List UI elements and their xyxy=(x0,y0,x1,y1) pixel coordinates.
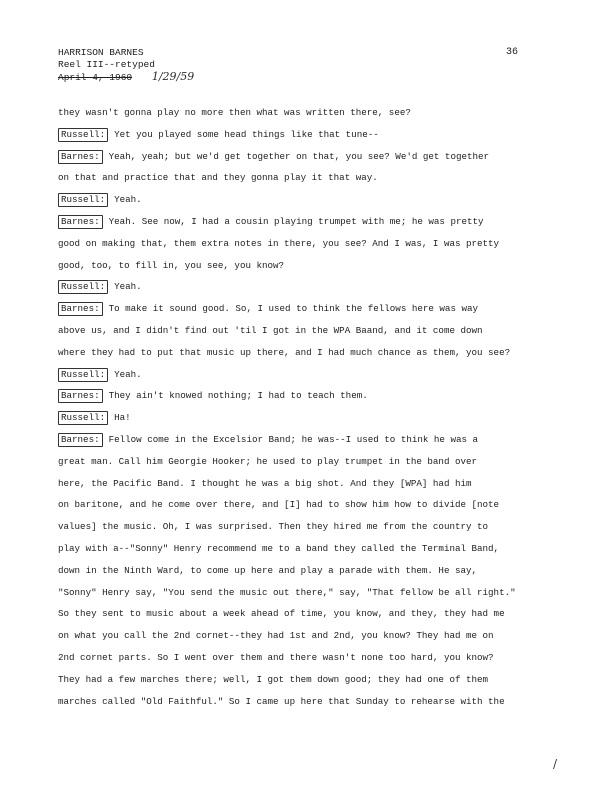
line-text: To make it sound good. So, I used to think the fellows here was way xyxy=(108,303,479,315)
transcript-line xyxy=(58,538,558,560)
line-text: above us, and I didn't find out 'til I got in the WPA Baand, and it come down xyxy=(58,324,483,336)
transcript-line xyxy=(58,320,558,342)
line-text: Ha! xyxy=(114,412,131,424)
margin-mark: / xyxy=(553,757,558,771)
transcript-line xyxy=(58,625,558,647)
line-text: Yeah. xyxy=(114,281,142,293)
speaker-label: Barnes: xyxy=(58,433,103,447)
speaker-label: Russell: xyxy=(58,411,108,425)
line-text: Yeah. See now, I had a cousin playing trumpet with me; he was pretty xyxy=(108,215,484,227)
speaker-label: Barnes: xyxy=(58,215,103,229)
header-date: April 4, 1960 xyxy=(58,72,133,83)
line-text: Yeah, yeah; but we'd get together on that, you see? We'd get together xyxy=(108,150,490,162)
speaker-label: Russell: xyxy=(58,280,108,294)
line-text: marches called "Old Faithful." So I came up here that Sunday to rehearse with the xyxy=(58,695,505,707)
line-text: down in the Ninth Ward, to come up here and play a parade with them. He say, xyxy=(58,564,478,576)
page-number: 36 xyxy=(506,47,519,58)
speaker-label: Russell: xyxy=(58,368,108,382)
line-text: Yet you played some head things like that tune-- xyxy=(114,128,379,140)
transcript-line xyxy=(58,560,558,582)
transcript-line xyxy=(58,342,558,364)
transcript-line xyxy=(58,647,558,669)
transcript-line xyxy=(58,429,558,451)
transcript-line xyxy=(58,233,558,255)
line-text: good, too, to fill in, you see, you know? xyxy=(58,259,285,271)
transcript-line xyxy=(58,473,558,495)
line-text: play with a--"Sonny" Henry recommend me to a band they called the Terminal Band, xyxy=(58,542,500,554)
transcript-line xyxy=(58,603,558,625)
line-text: on that and practice that and they gonna play it that way. xyxy=(58,172,378,184)
transcript-line xyxy=(58,298,558,320)
transcript-line xyxy=(58,211,558,233)
line-text: They ain't knowed nothing; I had to teach them. xyxy=(108,390,368,402)
header-date-line xyxy=(58,71,194,84)
transcript-line xyxy=(58,691,558,713)
line-text: Fellow come in the Excelsior Band; he was--I used to think he was a xyxy=(108,433,479,445)
transcript-line xyxy=(58,167,558,189)
transcript-line xyxy=(58,102,558,124)
transcript-line xyxy=(58,146,558,168)
transcript-line xyxy=(58,364,558,386)
transcript-line xyxy=(58,451,558,473)
transcript-line xyxy=(58,669,558,691)
line-text: They had a few marches there; well, I got them down good; they had one of them xyxy=(58,673,489,685)
line-text: good on making that, them extra notes in there, you see? And I was, I was pretty xyxy=(58,237,500,249)
line-text: on baritone, and he come over there, and [I] had to show him how to divide [note xyxy=(58,499,500,511)
line-text: values] the music. Oh, I was surprised. Then they hired me from the country to xyxy=(58,521,489,533)
header-name: HARRISON BARNES xyxy=(58,47,144,58)
line-text: here, the Pacific Band. I thought he was a big shot. And they [WPA] had him xyxy=(58,477,472,489)
handwritten-date: 1/29/59 xyxy=(151,70,195,83)
transcript-body xyxy=(58,102,558,712)
transcript-line xyxy=(58,385,558,407)
speaker-label: Russell: xyxy=(58,193,108,207)
line-text: So they sent to music about a week ahead of time, you know, and they, they had me xyxy=(58,608,505,620)
speaker-label: Barnes: xyxy=(58,302,103,316)
line-text: "Sonny" Henry say, "You send the music out there," say, "That fellow be all right." xyxy=(58,586,516,598)
line-text: on what you call the 2nd cornet--they had 1st and 2nd, you know? They had me on xyxy=(58,630,494,642)
line-text: they wasn't gonna play no more then what was written there, see? xyxy=(58,107,411,118)
line-text: great man. Call him Georgie Hooker; he used to play trumpet in the band over xyxy=(58,455,478,467)
transcript-line xyxy=(58,255,558,277)
transcript-line xyxy=(58,582,558,604)
header-reel: Reel III--retyped xyxy=(58,59,155,70)
transcript-line xyxy=(58,124,558,146)
transcript-line xyxy=(58,494,558,516)
transcript-line xyxy=(58,189,558,211)
speaker-label: Barnes: xyxy=(58,389,103,403)
line-text: where they had to put that music up there, and I had much chance as them, you see? xyxy=(58,346,511,358)
transcript-line xyxy=(58,276,558,298)
line-text: Yeah. xyxy=(114,194,142,206)
speaker-label: Russell: xyxy=(58,128,108,142)
transcript-line xyxy=(58,407,558,429)
line-text: Yeah. xyxy=(114,368,142,380)
line-text: 2nd cornet parts. So I went over them and there wasn't none too hard, you know? xyxy=(58,651,494,663)
speaker-label: Barnes: xyxy=(58,150,103,164)
transcript-line xyxy=(58,516,558,538)
